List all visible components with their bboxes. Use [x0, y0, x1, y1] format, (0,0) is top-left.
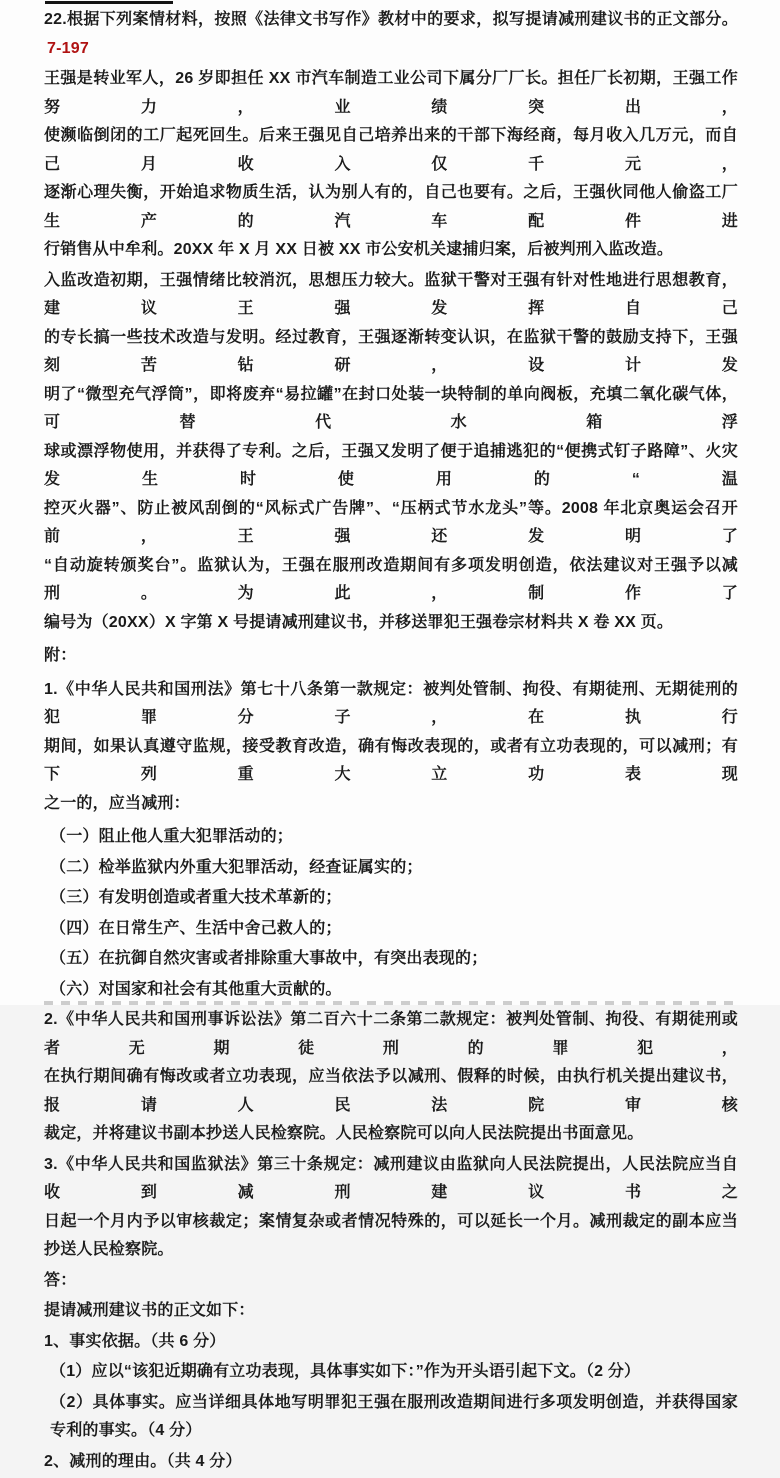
text-line	[44, 65, 738, 122]
bottom-cropped-line-remnant	[44, 1001, 740, 1005]
prison-reform-facts	[44, 267, 738, 638]
text-line	[50, 976, 738, 1005]
text-segment: 逐渐心理失衡，开始追求物质生活，认为别人有的，自己也要有。之后，王强伙同他人偷盗工厂生产的汽车配件进	[44, 184, 738, 230]
answer-intro	[44, 1297, 738, 1326]
text-segment: （六）对国家和社会有其他重大贡献的。	[50, 980, 342, 998]
text-segment: 明了“微型充气浮筒”，即将废弃“易拉罐”在封口处装一块特制的单向阀板，充填二氧化碳气体，可替代水箱浮	[44, 385, 738, 431]
text-line	[44, 676, 738, 733]
text-line	[44, 179, 738, 236]
merit-item-6	[44, 976, 738, 1005]
text-segment: 3.《中华人民共和国监狱法》第三十条规定：减刑建议由监狱向人民法院提出，人民法院应当自收到减刑建议书之	[44, 1155, 738, 1201]
answer-point-1-1	[44, 1358, 738, 1387]
text-segment: 球或漂浮物使用，并获得了专利。之后，王强又发明了便于追捕逃犯的“便携式钉子路障”、火灾发生时使用的“温	[44, 442, 738, 488]
merit-item-2	[44, 854, 738, 883]
text-line	[44, 1267, 738, 1296]
text-line	[44, 1063, 738, 1120]
text-line	[50, 915, 738, 944]
text-line	[44, 324, 738, 381]
text-line	[44, 1006, 738, 1063]
answer-point-1	[44, 1328, 738, 1357]
text-line	[44, 790, 738, 819]
text-line	[44, 495, 738, 552]
attachment-heading	[44, 642, 738, 671]
text-line	[44, 733, 738, 790]
text-segment: 之一的，应当减刑：	[44, 794, 190, 812]
criminal-law-article-78	[44, 676, 738, 819]
text-line	[50, 945, 738, 974]
text-segment: 王强是转业军人，26 岁即担任 XX 市汽车制造工业公司下属分厂厂长。担任厂长初期，王强工作努力，业绩突出，	[44, 70, 738, 116]
merit-item-5	[44, 945, 738, 974]
text-line	[50, 1358, 738, 1387]
text-segment: （一）阻止他人重大犯罪活动的；	[50, 828, 294, 845]
text-line	[44, 6, 738, 63]
answer-point-2	[44, 1448, 738, 1477]
merit-item-4	[44, 915, 738, 944]
prison-law-article-30	[44, 1151, 738, 1265]
text-segment: 日起一个月内予以审核裁定；案情复杂或者情况特殊的，可以延长一个月。减刑裁定的副本应当抄送人民检察院。	[44, 1212, 738, 1258]
text-segment: 裁定，并将建议书副本抄送人民检察院。人民检察院可以向人民法院提出书面意见。	[44, 1125, 644, 1142]
text-line	[44, 1208, 738, 1265]
text-segment: （五）在抗御自然灾害或者排除重大事故中，有突出表现的；	[50, 950, 488, 967]
text-line	[44, 552, 738, 609]
text-line	[44, 1328, 738, 1357]
text-line	[44, 1120, 738, 1149]
merit-item-1	[44, 823, 738, 852]
text-segment: 的专长搞一些技术改造与发明。经过教育，王强逐渐转变认识，在监狱干警的鼓励支持下，王强刻苦钻研，设计发	[44, 328, 738, 374]
text-segment: 行销售从中牟利。20XX 年 X 月 XX 日被 XX 市公安机关逮捕归案，后被判刑入监改造。	[44, 241, 674, 258]
text-line	[44, 642, 738, 671]
text-line	[44, 1151, 738, 1208]
text-segment: （1）应以“该犯近期确有立功表现，具体事实如下：”作为开头语引起下文。（2 分）	[50, 1363, 641, 1380]
text-segment: 1.《中华人民共和国刑法》第七十八条第一款规定：被判处管制、拘役、有期徒刑、无期徒刑的犯罪分子，在执行	[44, 680, 738, 726]
text-line	[50, 1389, 738, 1446]
text-line	[44, 122, 738, 179]
text-line	[44, 609, 738, 638]
text-segment: （三）有发明创造或者重大技术革新的；	[50, 889, 342, 906]
text-segment: （四）在日常生产、生活中舍己救人的；	[50, 919, 342, 937]
text-line	[44, 1448, 738, 1477]
criminal-procedure-law-article-262	[44, 1006, 738, 1149]
text-segment: 入监改造初期，王强情绪比较消沉，思想压力较大。监狱干警对王强有针对性地进行思想教育，建议王强发挥自己	[44, 271, 738, 317]
text-segment: 期间，如果认真遵守监规，接受教育改造，确有悔改表现的，或者有立功表现的，可以减刑；有下列重大立功表现	[44, 737, 738, 783]
question-prompt	[44, 6, 738, 63]
text-segment: （二）检举监狱内外重大犯罪活动，经查证属实的；	[50, 858, 423, 876]
text-segment: 提请减刑建议书的正文如下：	[44, 1302, 255, 1319]
reference-code: 7-197	[47, 39, 89, 57]
text-segment: 1、事实依据。（共 6 分）	[44, 1332, 226, 1350]
text-segment: 2、减刑的理由。（共 4 分）	[44, 1452, 242, 1470]
text-segment: 2.《中华人民共和国刑事诉讼法》第二百六十二条第二款规定：被判处管制、拘役、有期徒刑或者无期徒刑的罪犯，	[44, 1011, 738, 1057]
top-cropped-text-remnant	[45, 1, 173, 4]
text-segment: 使濒临倒闭的工厂起死回生。后来王强见自己培养出来的干部下海经商，每月收入几万元，而自己月收入仅千元，	[44, 127, 738, 173]
answer-point-1-2	[44, 1389, 738, 1446]
text-segment: “自动旋转颁奖台”。监狱认为，王强在服刑改造期间有多项发明创造，依法建议对王强予以减刑。为此，制作了	[44, 556, 738, 602]
text-segment: 22.根据下列案情材料，按照《法律文书写作》教材中的要求，拟写提请减刑建议书的正文部分。	[44, 11, 738, 28]
text-segment: 在执行期间确有悔改或者立功表现，应当依法予以减刑、假释的时候，由执行机关提出建议书，报请人民法院审核	[44, 1068, 738, 1114]
merit-item-3	[44, 884, 738, 913]
text-line	[50, 884, 738, 913]
text-line	[44, 1297, 738, 1326]
document-body	[44, 6, 738, 1478]
text-segment: 答：	[44, 1271, 77, 1289]
text-segment: （2）具体事实。应当详细具体地写明罪犯王强在服刑改造期间进行多项发明创造，并获得国家专利的事实。（4 分）	[50, 1393, 738, 1439]
text-segment: 控灭火器”、防止被风刮倒的“风标式广告牌”、“压柄式节水龙头”等。2008 年北京奥运会召开前，王强还发明了	[44, 499, 738, 545]
text-line	[50, 854, 738, 883]
text-line	[44, 381, 738, 438]
case-background	[44, 65, 738, 265]
text-segment: 编号为（20XX）X 字第 X 号提请减刑建议书，并移送罪犯王强卷宗材料共 X 卷 XX 页。	[44, 613, 674, 631]
text-line	[44, 236, 738, 265]
text-segment: 附：	[44, 647, 77, 664]
text-line	[50, 823, 738, 852]
answer-heading	[44, 1267, 738, 1296]
text-line	[44, 438, 738, 495]
text-line	[44, 267, 738, 324]
